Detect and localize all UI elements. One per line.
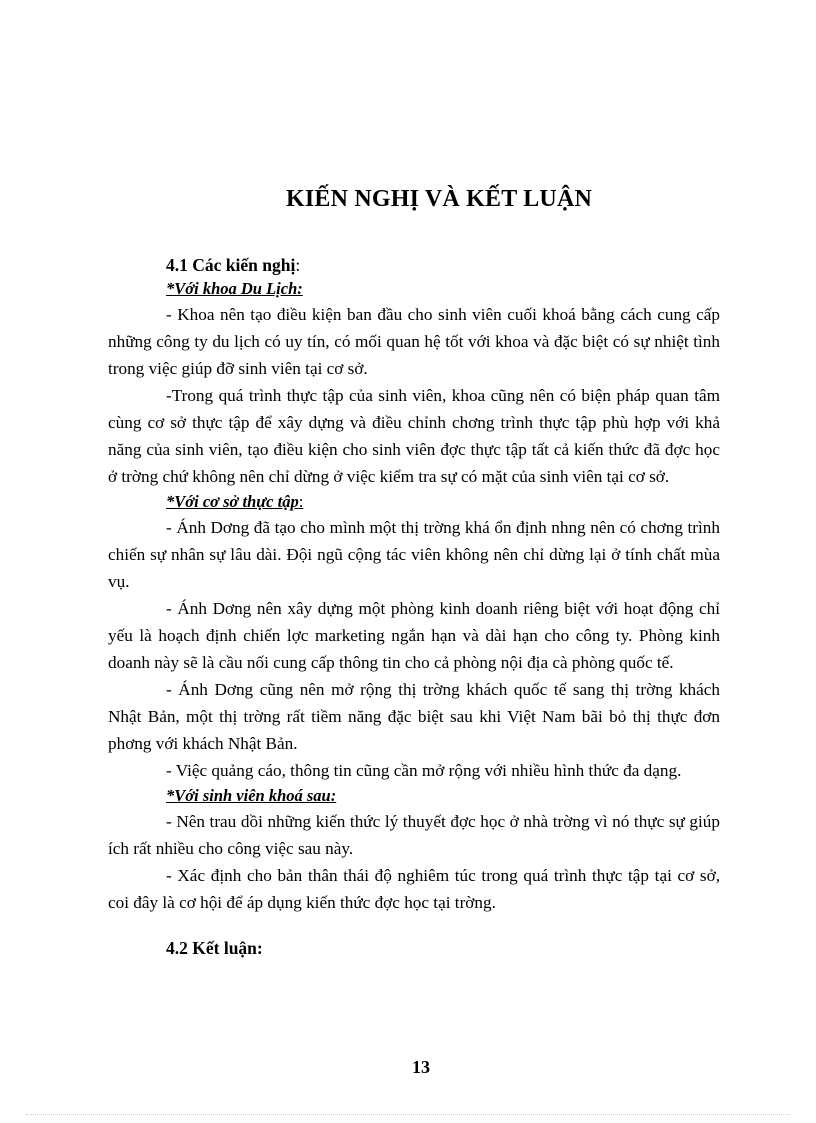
paragraph: -Trong quá trình thực tập của sinh viên, khoa cũng nên có biện pháp quan tâm cùng cơ sở thực tập để xây dựng và điều chỉnh chơng trình thực tập phù hợp với khả năng của sinh viên, tạo điều kiện cho sinh viên đợc thực tập tất cả kiến thức đã đợc học ở trờng chứ không nên chỉ dừng ở việc kiểm tra sự có mặt của sinh viên tại cơ sở. — [108, 386, 720, 486]
subheading-colon: : — [298, 492, 304, 511]
paragraph: - Việc quảng cáo, thông tin cũng cần mở rộng với nhiều hình thức đa dạng. — [166, 761, 682, 780]
page-content — [108, 186, 720, 960]
paragraph: - Ánh Dơng nên xây dựng một phòng kinh doanh riêng biệt với hoạt động chỉ yếu là hoạch định chiến lợc marketing ngắn hạn và dài hạn cho công ty. Phòng kinh doanh này sẽ là cầu nối cung cấp thông tin cho cả phòng nội địa cà phòng quốc tế. — [108, 599, 720, 672]
paragraph: - Nên trau dồi những kiến thức lý thuyết đợc học ở nhà trờng vì nó thực sự giúp ích rất nhiều cho công việc sau này. — [108, 812, 720, 858]
section-heading-conclusion: 4.2 Kết luận: — [166, 938, 263, 958]
subheading-future-students: *Với sinh viên khoá sau: — [166, 786, 337, 805]
spacer — [108, 916, 720, 936]
paragraph: - Ánh Dơng đã tạo cho mình một thị trờng khá ổn định nhng nên có chơng trình chiến sự nhân sự lâu dài. Đội ngũ cộng tác viên không nên chỉ dừng lại ở tính chất mùa vụ. — [108, 518, 720, 591]
subheading-internship-facility — [166, 490, 720, 514]
section-heading-colon: : — [295, 255, 301, 275]
subheading-tourism-faculty: *Với khoa Du Lịch: — [166, 279, 303, 298]
paragraph: - Ánh Dơng cũng nên mở rộng thị trờng khách quốc tế sang thị trờng khách Nhật Bản, một thị trờng rất tiềm năng đặc biệt sau khi Việt Nam bãi bỏ thị thực đơn phơng với khách Nhật Bản. — [108, 680, 720, 753]
paragraph: - Khoa nên tạo điều kiện ban đầu cho sinh viên cuối khoá bằng cách cung cấp những công ty du lịch có uy tín, có mối quan hệ tốt với khoa và đặc biệt có sự nhiệt tình trong việc giúp đỡ sinh viên tại cơ sở. — [108, 305, 720, 378]
section-heading-recommendations — [166, 253, 720, 277]
page-number: 13 — [412, 1057, 430, 1077]
paragraph: - Xác định cho bản thân thái độ nghiêm túc trong quá trình thực tập tại cơ sở, coi đây là cơ hội để áp dụng kiến thức đợc học tại trờng. — [108, 866, 720, 912]
section-heading-text: 4.1 Các kiến nghị — [166, 255, 296, 275]
page-bottom-border — [26, 1114, 790, 1115]
page-title: KIẾN NGHỊ VÀ KẾT LUẬN — [285, 186, 593, 212]
subheading-text: *Với cơ sở thực tập — [166, 492, 299, 511]
